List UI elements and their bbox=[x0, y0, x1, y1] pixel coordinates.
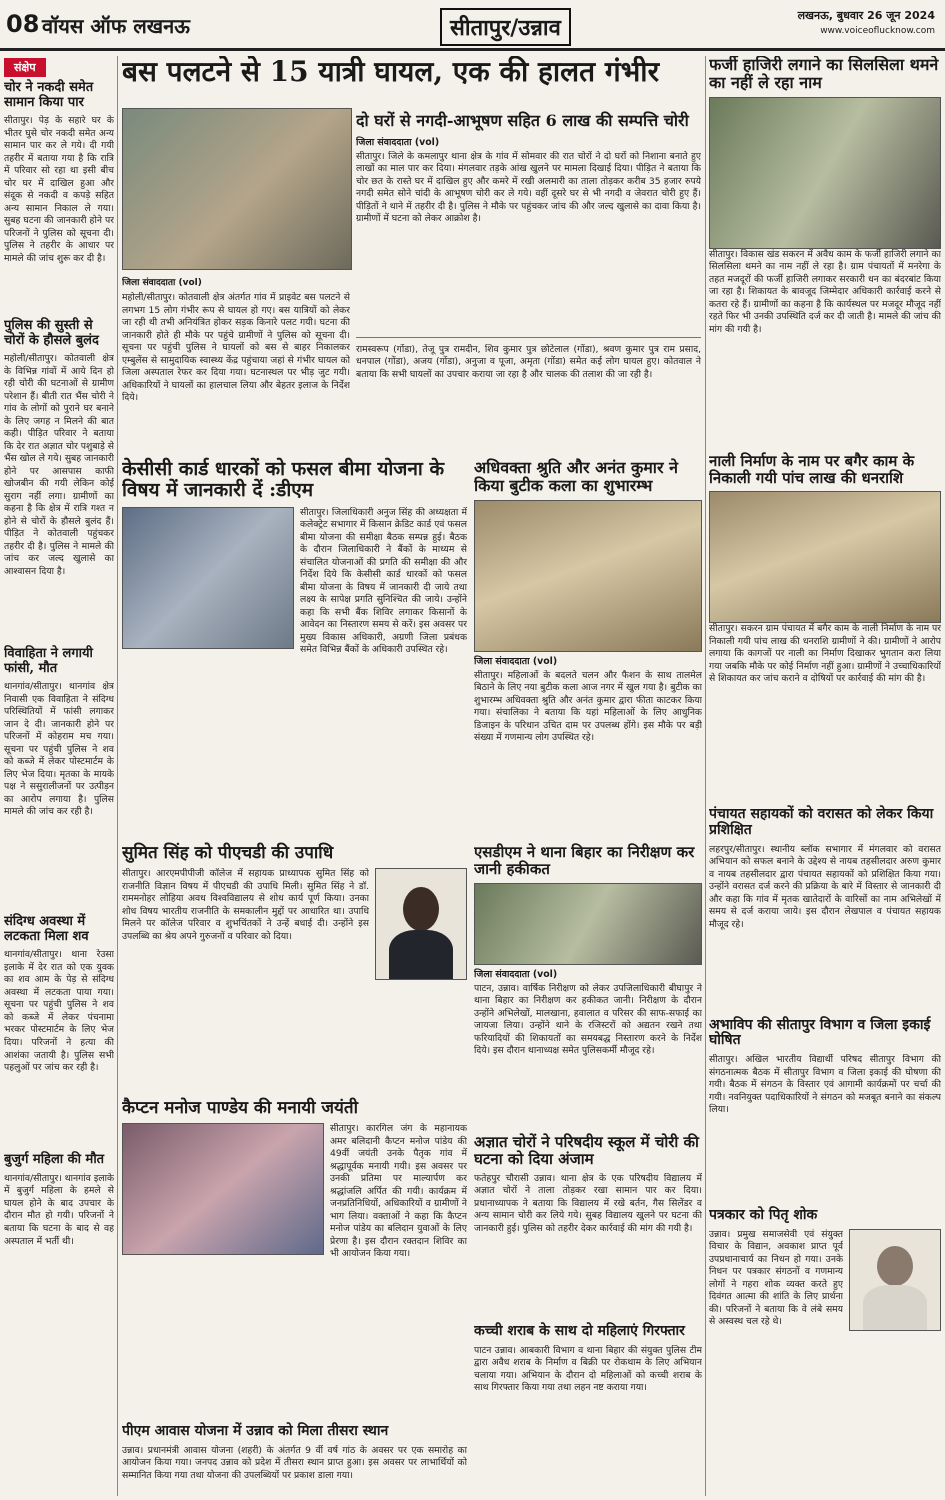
sdm-byline: जिला संवाददाता (vol) bbox=[474, 968, 558, 980]
brief-body: थानगांव/सीतापुर। थाना रेउसा इलाके में देर रात को एक युवक का शव आम के पेड़ से संदिग्ध अवस्था में लटकता पाया गया। सूचना पर पहुंची पुलिस ने शव को कब्जे में लेकर पंचनामा भरकर पोस्टमार्टम के लिए भेज दिया। परिजनों ने हत्या की आशंका जतायी है। पुलिस सभी पहलुओं पर जांच कर रही है। bbox=[4, 949, 114, 1074]
brief-body: महोली/सीतापुर। कोतवाली क्षेत्र के विभिन्न गांवों में आये दिन हो रही चोरी की घटनाओं से ग्रामीण परेशान हैं। बीती रात भैंस चोरी ने गांव के लोगों को पुराने घर बनाने के लिए जगह न मिलने की बात कही। पीड़ित परिवार ने बताया कि देर रात अज्ञात चोर पशुबाड़े से भैंस खोल ले गये। सुबह जानकारी होने पर आसपास काफी खोजबीन की गयी लेकिन कोई सुराग नहीं लगा। ग्रामीणों का कहना है कि क्षेत्र में रात्रि गश्त न होने से चोरों के हौसले बुलंद हैं। पीड़ित ने कोतवाली पहुंचकर तहरीर दी है। पुलिस ने मामले की जांच कर जल्द खुलासे का आश्वासन दिया है। bbox=[4, 353, 114, 577]
right-body: सीतापुर। सकरन ग्राम पंचायत में बगैर काम के नाली निर्माण के नाम पर निकाली गयी पांच लाख की धनराशि ग्रामीणों ने की। ग्रामीणों ने आरोप लगाया कि कागजों पर नाली का निर्माण दिखाकर भुगतान करा लिया गया जबकि मौके पर कोई निर्माण नहीं हुआ। ग्रामीणों ने उच्चाधिकारियों से शिकायत कर जांच कराने व दोषियों पर कार्रवाई की मांग की है। bbox=[709, 623, 941, 685]
school-headline: अज्ञात चोरों ने परिषदीय स्कूल में चोरी की घटना को दिया अंजाम bbox=[474, 1133, 699, 1168]
meeting-photo bbox=[122, 507, 294, 649]
issue-date: लखनऊ, बुधवार 26 जून 2024 bbox=[797, 9, 935, 22]
bus-accident-photo bbox=[122, 108, 352, 270]
liquor-headline: कच्ची शराब के साथ दो महिलाएं गिरफ्तार bbox=[474, 1323, 685, 1339]
liquor-story bbox=[474, 1320, 702, 1496]
fake-attendance-photo bbox=[709, 97, 941, 249]
page-number: 08 bbox=[6, 10, 40, 38]
brief-headline: विवाहिता ने लगायी फांसी, मौत bbox=[4, 646, 93, 676]
boutique-body: सीतापुर। महिलाओं के बदलते चलन और फैशन के साथ तालमेल बिठाने के लिए नया बुटीक कला आज नगर में खुल गया है। बुटीक का शुभारम्भ अधिवक्ता श्रुति और अनंत कुमार द्वारा फीता काटकर किया गया। संचालिका ने बताया कि यहां महिलाओं के लिए आधुनिक डिजाइन के परिधान उचित दाम पर उपलब्ध होंगे। इस मौके पर बड़ी संख्या में गणमान्य लोग उपस्थित रहे। bbox=[474, 669, 702, 744]
right-headline: फर्जी हाजिरी लगाने का सिलसिला थमने का नहीं ले रहा नाम bbox=[709, 56, 939, 92]
lead-byline: जिला संवाददाता (vol) bbox=[122, 278, 202, 288]
theft-byline: जिला संवाददाता (vol) bbox=[356, 136, 440, 148]
sumit-portrait bbox=[375, 868, 467, 980]
brief-headline: बुजुर्ग महिला की मौत bbox=[4, 1152, 105, 1168]
captain-headline: कैप्टन मनोज पाण्डेय की मनायी जयंती bbox=[122, 1098, 358, 1118]
boutique-headline: अधिवक्ता श्रुति और अनंत कुमार ने किया बुटीक कला का शुभारम्भ bbox=[474, 458, 678, 495]
school-body: फतेहपुर चौरासी उन्नाव। थाना क्षेत्र के एक परिषदीय विद्यालय में अज्ञात चोरों ने ताला तोड़कर रखा सामान पार कर दिया। प्रधानाध्यापक ने बताया कि विद्यालय में रखे बर्तन, गैस सिलेंडर व अन्य सामान चोरी कर लिये गये। सुबह विद्यालय खुलने पर घटना की जानकारी हुई। पुलिस को तहरीर देकर कार्रवाई की मांग की गयी है। bbox=[474, 1172, 702, 1234]
obituary-portrait bbox=[849, 1229, 941, 1331]
theft-headline: दो घरों से नगदी-आभूषण सहित 6 लाख की सम्पत्ति चोरी bbox=[356, 111, 689, 130]
brief-headline: पुलिस की सुस्ती से चोरों के हौसले बुलंद bbox=[4, 318, 99, 348]
inspection-photo bbox=[474, 883, 702, 965]
kcc-headline: केसीसी कार्ड धारकों को फसल बीमा योजना के विषय में जानकारी दें :डीएम bbox=[122, 458, 445, 502]
captain-body: सीतापुर। कारगिल जंग के महानायक अमर बलिदानी कैप्टन मनोज पांडेय की 49वीं जयंती उनके पैतृक गांव में श्रद्धापूर्वक मनायी गयी। इस अवसर पर उनकी प्रतिमा पर माल्यार्पण कर श्रद्धांजलि अर्पित की गयी। कार्यक्रम में जनप्रतिनिधियों, अधिकारियों व ग्रामीणों ने भाग लिया। वक्ताओं ने कहा कि कैप्टन मनोज पांडेय का बलिदान युवाओं के लिए प्रेरणा है। इस दौरान रक्तदान शिविर का भी आयोजन किया गया। bbox=[330, 1123, 467, 1260]
school-story bbox=[474, 1130, 702, 1315]
sdm-story bbox=[474, 840, 702, 1125]
right-body: उन्नाव। प्रमुख समाजसेवी एवं संयुक्त विचार के विद्यान, अवकाश प्राप्त पूर्व उपप्रधानाचार्य का निधन हो गया। उनके निधन पर पत्रकार संगठनों व गणमान्य लोगों ने गहरा शोक व्यक्त करते हुए दिवंगत आत्मा की शांति के लिए प्रार्थना की। परिजनों ने बताया कि वे लंबे समय से अस्वस्थ चल रहे थे। bbox=[709, 1228, 843, 1328]
brief-headline: संदिग्ध अवस्था में लटकता मिला शव bbox=[4, 914, 89, 944]
kcc-body: सीतापुर। जिलाधिकारी अनुज सिंह की अध्यक्षता में कलेक्ट्रेट सभागार में किसान क्रेडिट कार्ड एवं फसल बीमा योजना की समीक्षा बैठक सम्पन्न हुई। बैठक के दौरान जिलाधिकारी ने बैंकों के माध्यम से संचालित योजनाओं की प्रगति की समीक्षा की और निर्देश दिये कि केसीसी कार्ड धारकों को फसल बीमा योजना के विषय में जानकारी दी जाये तथा लक्ष्य के सापेक्ष प्रगति सुनिश्चित की जाये। उन्होंने कहा कि सभी बैंक शिविर लगाकर किसानों के आवेदन का निस्तारण समय से करें। इस अवसर पर मुख्य विकास अधिकारी, अग्रणी जिला प्रबंधक समेत विभिन्न बैंकों के अधिकारी उपस्थित रहे। bbox=[300, 506, 467, 656]
briefs-tag: संक्षेप bbox=[4, 58, 46, 77]
theft-body-continued: रामस्वरूप (गोंडा), तेजू पुत्र रामदीन, शिव कुमार पुत्र छोटेलाल (गोंडा), श्रवण कुमार पुत्र राम प्रसाद, धनपाल (गोंडा), अजय (गोंडा), अनुजा व पूजा, अमृता (गोंडा) समेत कई लोग घायल हुए। कोतवाल ने बताया कि सभी घायलों का उपचार कराया जा रहा है और चालक की तलाश की जा रही है। bbox=[356, 343, 701, 380]
right-body: सीतापुर। विकास खंड सकरन में अवैध काम के फर्जी हाजिरी लगाने का सिलसिला थमने का नाम नहीं ले रहा है। ग्राम पंचायतों में मनरेगा के तहत मजदूरों की फर्जी हाजिरी लगाकर सरकारी धन का बंदरबांट किया जा रहा है। शिकायत के बावजूद जिम्मेदार अधिकारी कार्रवाई करने से कतरा रहे हैं। ग्रामीणों का कहना है कि कार्यस्थल पर मजदूर मौजूद नहीं रहते फिर भी उनकी उपस्थिति दर्ज कर दी जाती है। मामले की जांच की मांग की गयी है। bbox=[709, 248, 941, 335]
brief-body: थानगांव/सीतापुर। थानगांव क्षेत्र निवासी एक विवाहिता ने संदिग्ध परिस्थितियों में फांसी लगाकर जान दे दी। जानकारी होने पर परिजनों में कोहराम मच गया। सूचना पर पहुंची पुलिस ने शव को कब्जे में लेकर पोस्टमार्टम के लिए भेज दिया। मृतका के मायके पक्ष ने ससुरालीजनों पर उत्पीड़न का आरोप लगाया है। पुलिस मामले की जांच कर रही है। bbox=[4, 681, 114, 818]
lead-story bbox=[122, 272, 350, 452]
sdm-headline: एसडीएम ने थाना बिहार का निरीक्षण कर जानी हकीकत bbox=[474, 843, 695, 878]
right-body: सीतापुर। अखिल भारतीय विद्यार्थी परिषद सीतापुर विभाग की संगठनात्मक बैठक में सीतापुर विभाग व जिला इकाई की घोषणा की गयी। बैठक में संगठन के विस्तार एवं आगामी कार्यक्रमों पर चर्चा की गयी। नवनियुक्त पदाधिकारियों ने संगठन को मजबूत बनाने का संकल्प लिया। bbox=[709, 1054, 941, 1116]
pmay-headline: पीएम आवास योजना में उन्नाव को मिला तीसरा स्थान bbox=[122, 1423, 389, 1439]
sumit-body: सीतापुर। आरएमपीपीजी कॉलेज में सहायक प्राध्यापक सुमित सिंह को राजनीति विज्ञान विषय में पीएचडी की उपाधि मिली। सुमित सिंह ने डॉ. राममनोहर लोहिया अवध विश्वविद्यालय से शोध कार्य पूर्ण किया। उनका शोध विषय भारतीय राजनीति के समकालीन मुद्दों पर आधारित था। उपाधि मिलने पर कॉलेज परिवार व शुभचिंतकों ने उन्हें बधाई दी। उन्होंने इस उपलब्धि का श्रेय अपने गुरुजनों व परिवार को दिया। bbox=[122, 868, 369, 942]
right-headline: नाली निर्माण के नाम पर बगैर काम के निकाली गयी पांच लाख की धनराशि bbox=[709, 451, 915, 487]
pmay-body: उन्नाव। प्रधानमंत्री आवास योजना (शहरी) के अंतर्गत 9 वीं वर्ष गांठ के अवसर पर एक समारोह का आयोजन किया गया। जनपद उन्नाव को प्रदेश में तीसरा स्थान प्राप्त हुआ। इस अवसर पर लाभार्थियों को सम्मानित किया गया तथा योजना की उपलब्धियों पर प्रकाश डाला गया। bbox=[122, 1444, 467, 1481]
sdm-body: पाटन, उन्नाव। वार्षिक निरीक्षण को लेकर उपजिलाधिकारी बीघापुर ने थाना बिहार का निरीक्षण कर हकीकत जानी। निरीक्षण के दौरान उन्होंने अभिलेखों, मालखाना, हवालात व परिसर की साफ-सफाई का जायजा लिया। उन्होंने थाने के रजिस्टरों को अद्यतन रखने तथा फरियादियों की शिकायतों का समयबद्ध निस्तारण करने के निर्देश दिये। इस दौरान थानाध्यक्ष समेत पुलिसकर्मी मौजूद रहे। bbox=[474, 982, 702, 1057]
website: www.voiceoflucknow.com bbox=[820, 26, 935, 36]
brief-headline: चोर ने नकदी समेत सामान किया पार bbox=[4, 80, 94, 110]
right-body: लहरपुर/सीतापुर। स्थानीय ब्लॉक सभागार में मंगलवार को वरासत अभियान को सफल बनाने के उद्देश्य से नायब तहसीलदार अरुण कुमार व नायब तहसीलदार द्वारा पंचायत सहायकों को प्रशिक्षित किया गया। उन्होंने वरासत दर्ज करने की प्रक्रिया के बारे में विस्तार से जानकारी दी और कहा कि गांव में मृतक खातेदारों के वारिसों का नाम अभिलेखों में समय से दर्ज कराया जाये। इस दौरान लेखपाल व पंचायत सहायक मौजूद रहे। bbox=[709, 843, 941, 930]
drain-site-photo bbox=[709, 491, 941, 623]
brief-body: थानगांव/सीतापुर। थानगांव इलाके में बुजुर्ग महिला के हमले से घायल होने के बाद उपचार के दौरान मौत हो गयी। परिजनों ने बताया कि घटना के बाद से वह अस्पताल में भर्ती थी। bbox=[4, 1172, 114, 1247]
lead-story-headline-wrap bbox=[122, 56, 702, 106]
captain-story bbox=[122, 1095, 467, 1415]
brief-body: सीतापुर। पेड़ के सहारे घर के भीतर घुसे चोर नकदी समेत अन्य सामान पार कर ले गये। दी गयी तहरीर में बताया गया है कि रात्रि में परिवार सो रहा था इसी बीच चोर घर में दाखिल हुआ और संदूक से नकदी व कपड़े सहित अन्य सामान निकाल ले गया। सुबह घटना की जानकारी होने पर परिजनों ने पुलिस को सूचना दी। पुलिस ने तहरीर के आधार पर मामले की जांच शुरू कर दी है। bbox=[4, 115, 114, 264]
right-headline: पंचायत सहायकों को वरासत को लेकर किया प्रशिक्षित bbox=[709, 806, 934, 839]
tribute-photo bbox=[122, 1123, 324, 1255]
theft-story bbox=[356, 108, 701, 453]
right-headline: पत्रकार को पितृ शोक bbox=[709, 1207, 818, 1224]
brand-name: वॉयस ऑफ लखनऊ bbox=[42, 14, 190, 38]
boutique-photo bbox=[474, 500, 702, 652]
right-column bbox=[709, 56, 941, 1496]
lead-headline: बस पलटने से 15 यात्री घायल, एक की हालत गंभीर bbox=[122, 56, 660, 88]
pmay-story bbox=[122, 1420, 467, 1496]
section-title: सीतापुर/उन्नाव bbox=[440, 8, 571, 46]
right-headline: अभाविप की सीतापुर विभाग व जिला इकाई घोषित bbox=[709, 1016, 931, 1049]
boutique-story bbox=[474, 455, 702, 835]
sumit-headline: सुमित सिंह को पीएचडी की उपाधि bbox=[122, 843, 334, 863]
theft-body: सीतापुर। जिले के कमलापुर थाना क्षेत्र के गांव में सोमवार की रात चोरों ने दो घरों को निशाना बनाते हुए लाखों का माल पार कर दिया। मंगलवार तड़के आंख खुलने पर मामला दिखाई दिया। पीड़ित ने बताया कि चोर छत के रास्ते घर में दाखिल हुए और कमरे में रखी अलमारी का ताला तोड़कर करीब 35 हजार रुपये नगदी समेत सोने चांदी के आभूषण चोरी कर ले गये। वहीं दूसरे घर से भी नगदी व जेवरात चोरी हुए हैं। पीड़ितों ने थाने में तहरीर दी है। पुलिस ने मौके पर पहुंचकर जांच की और जल्द खुलासे का दावा किया है। ग्रामीणों में घटना को लेकर आक्रोश है। bbox=[356, 150, 701, 225]
boutique-byline: जिला संवाददाता (vol) bbox=[474, 655, 558, 667]
sumit-story bbox=[122, 840, 467, 1090]
lead-body: महोली/सीतापुर। कोतवाली क्षेत्र अंतर्गत गांव में प्राइवेट बस पलटने से लगभग 15 लोग गंभीर रूप से घायल हो गए। बस यात्रियों को लेकर जा रही थी तभी अनियंत्रित होकर सड़क किनारे पलट गयी। घटना की जानकारी होते ही मौके पर पहुंचे ग्रामीणों ने पुलिस को सूचना दी। सूचना पर पहुंची पुलिस ने घायलों को बस से बाहर निकालकर एम्बुलेंस से सामुदायिक स्वास्थ्य केंद्र पहुंचाया जहां से गंभीर घायल को जिला अस्पताल रेफर कर दिया गया। घटनास्थल पर भीड़ जुट गयी। अधिकारियों ने घायलों का हालचाल लिया और बेहतर इलाज के निर्देश दिये। bbox=[122, 292, 350, 404]
masthead bbox=[0, 0, 945, 51]
kcc-story bbox=[122, 455, 467, 835]
briefs-column bbox=[4, 56, 114, 1496]
liquor-body: पाटन उन्नाव। आबकारी विभाग व थाना बिहार की संयुक्त पुलिस टीम द्वारा अवैध शराब के निर्माण व बिक्री पर रोकथाम के लिए अभियान चलाया गया। अभियान के दौरान दो महिलाओं को कच्ची शराब के साथ गिरफ्तार किया गया तथा लहन नष्ट कराया गया। bbox=[474, 1344, 702, 1394]
